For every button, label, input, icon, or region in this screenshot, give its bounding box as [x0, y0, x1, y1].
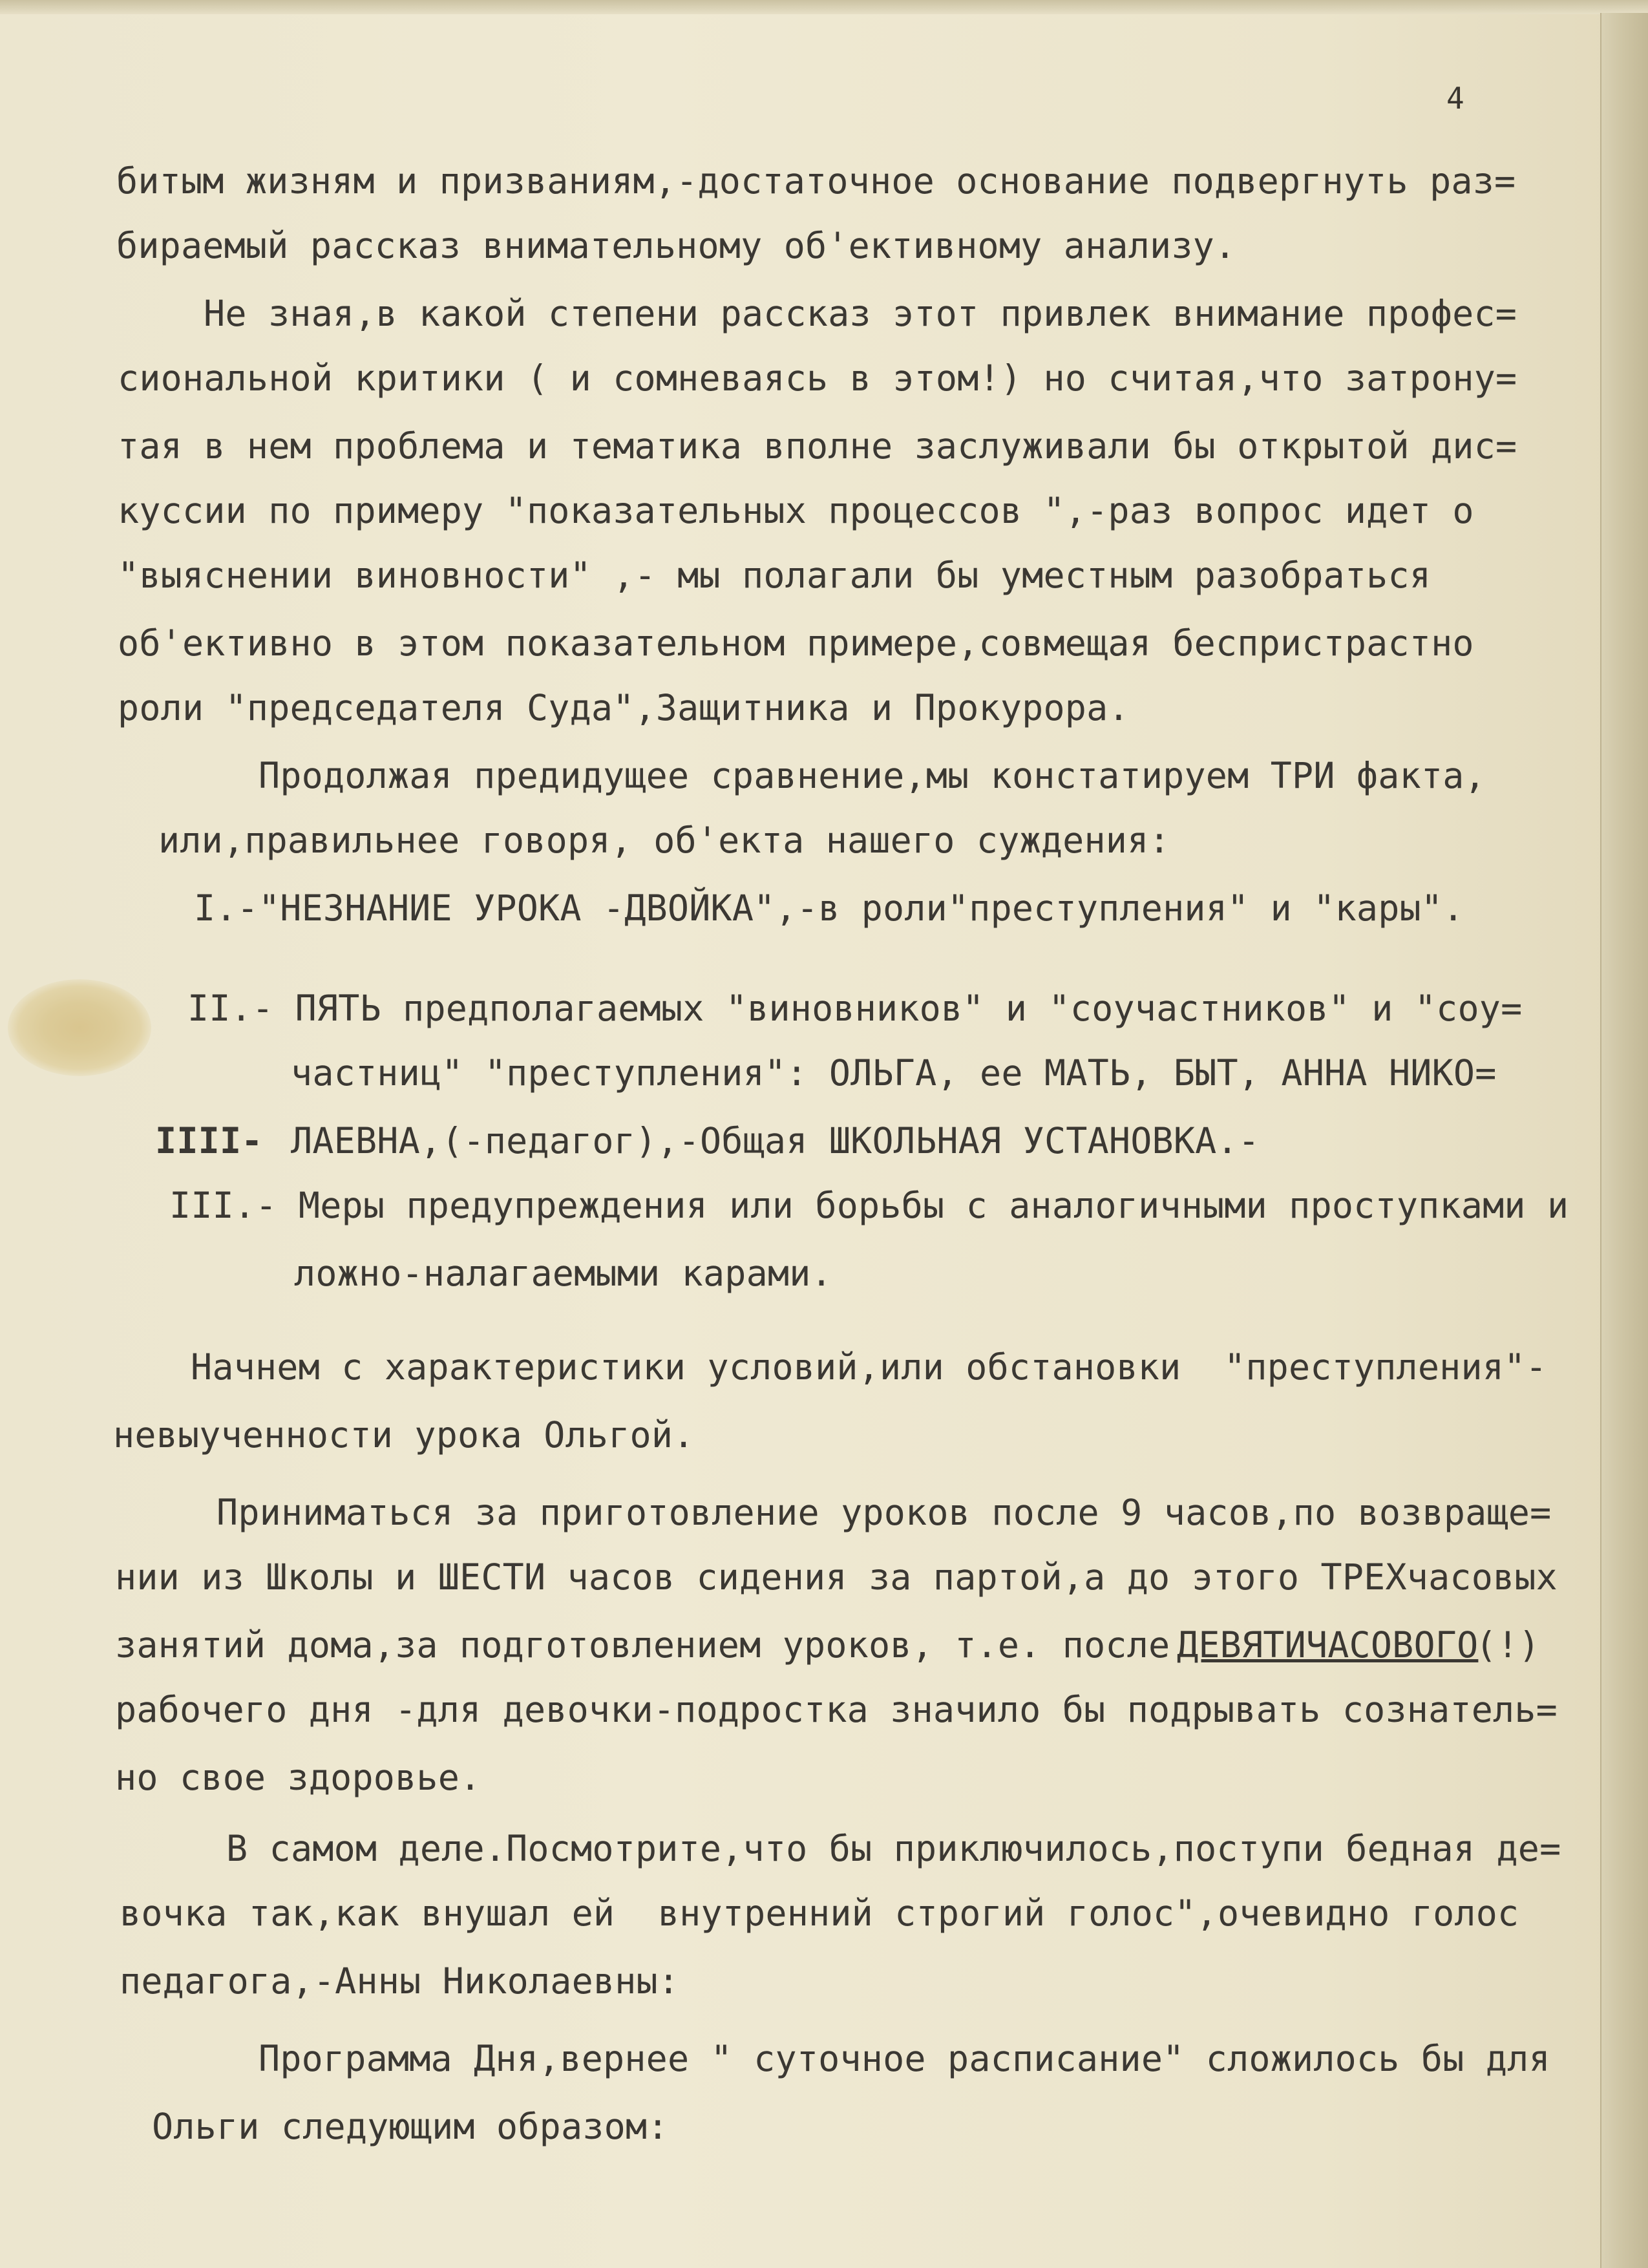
text-line: об'ективно в этом показательном примере,совмещая беспристрастно [118, 622, 1474, 664]
text-line: (!) [1475, 1624, 1540, 1666]
page-number: 4 [1446, 81, 1464, 116]
paper-top-edge [0, 0, 1648, 14]
text-line: ЛАЕВНА,(-педагог),-Общая ШКОЛЬНАЯ УСТАНОВКА.- [291, 1120, 1260, 1161]
paper-stain [8, 979, 151, 1076]
text-line: Программа Дня,вернее " суточное расписание" сложилось бы для [259, 2038, 1550, 2079]
underlined-word: ДЕВЯТИЧАСОВОГО [1177, 1624, 1479, 1666]
text-line: "выяснении виновности" ,- мы полагали бы уместным разобраться [118, 555, 1431, 596]
text-line: куссии по примеру "показательных процессов ",-раз вопрос идет о [118, 490, 1474, 531]
text-line: невыученности урока Ольгой. [113, 1414, 695, 1456]
text-line: или,правильнее говоря, об'екта нашего суждения: [158, 820, 1170, 861]
text-line: частниц" "преступления": ОЛЬГА, ее МАТЬ, БЫТ, АННА НИКО= [291, 1052, 1497, 1094]
text-line: тая в нем проблема и тематика вполне заслуживали бы открытой дис= [118, 425, 1517, 467]
text-line: Начнем с характеристики условий,или обстановки "преступления"- [191, 1346, 1547, 1388]
text-line: педагога,-Анны Николаевны: [120, 1960, 680, 2002]
text-line: бираемый рассказ внимательному об'ективному анализу. [116, 225, 1236, 266]
text-line: роли "председателя Суда",Защитника и Прокурора. [118, 687, 1130, 728]
text-line: Не зная,в какой степени рассказ этот привлек внимание профес= [204, 293, 1517, 334]
paper-right-edge [1600, 13, 1648, 2268]
text-line: сиональной критики ( и сомневаясь в этом!) но считая,что затрону= [118, 357, 1517, 399]
text-line: Продолжая предидущее сравнение,мы констатируем ТРИ факта, [259, 755, 1486, 796]
text-line: Ольги следующим образом: [152, 2106, 669, 2147]
text-line: занятий дома,за подготовлением уроков, т.е. после [115, 1624, 1170, 1666]
text-line: ложно-налагаемыми карами. [294, 1253, 832, 1294]
text-line: нии из Школы и ШЕСТИ часов сидения за партой,а до этого ТРЕХчасовых [115, 1556, 1558, 1598]
struck-out-text: IIII- [155, 1120, 263, 1161]
list-item-2: II.- ПЯТЬ предполагаемых "виновников" и "соучастников" и "соу= [187, 988, 1523, 1029]
text-line: но свое здоровье. [115, 1757, 481, 1798]
list-item-1: I.-"НЕЗНАНИЕ УРОКА -ДВОЙКА",-в роли"преступления" и "кары". [194, 887, 1464, 929]
text-line: Приниматься за приготовление уроков после 9 часов,по возвраще= [217, 1492, 1552, 1533]
text-line: В самом деле.Посмотрите,что бы приключилось,поступи бедная де= [226, 1828, 1561, 1869]
text-line: рабочего дня -для девочки-подростка значило бы подрывать сознатель= [115, 1689, 1558, 1730]
text-line: вочка так,как внушал ей внутренний строгий голос",очевидно голос [120, 1892, 1519, 1934]
text-line: битым жизням и призваниям,-достаточное основание подвергнуть раз= [116, 160, 1516, 202]
list-item-3: III.- Меры предупреждения или борьбы с аналогичными проступками и [169, 1185, 1569, 1226]
